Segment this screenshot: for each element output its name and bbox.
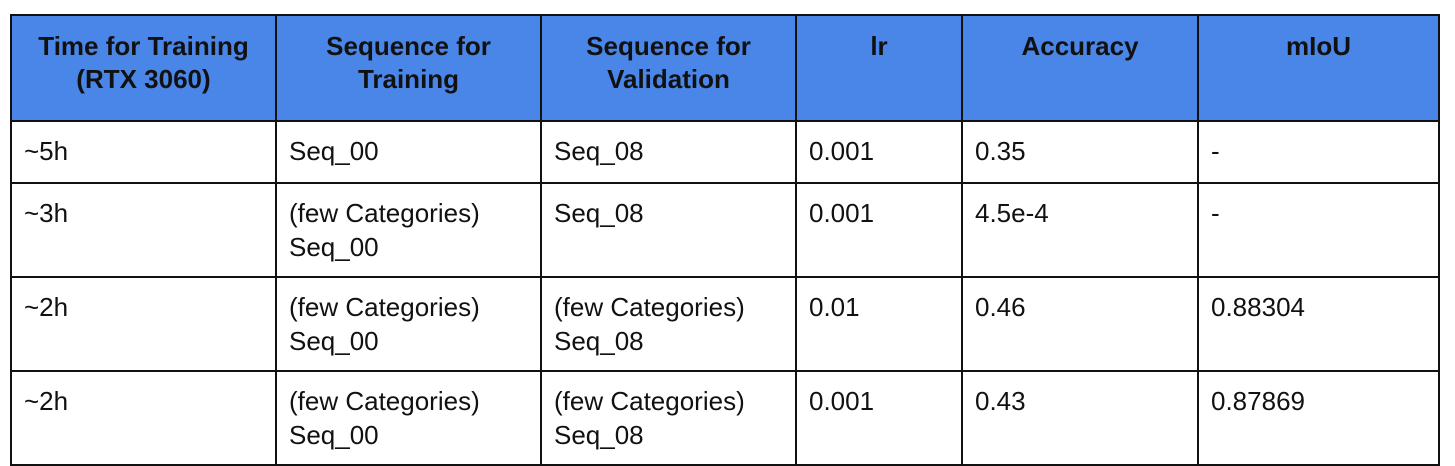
cell-text: ~3h: [24, 198, 69, 228]
cell-text: 0.35: [975, 136, 1026, 166]
cell-text: (few Categories): [289, 198, 480, 228]
header-text-line: (RTX 3060): [76, 64, 211, 94]
cell-accuracy: [962, 121, 1198, 183]
cell-text: Seq_00: [289, 136, 379, 166]
header-text-line: Time for Training: [38, 31, 249, 61]
table-row: [11, 371, 1439, 465]
cell-training-sequence: [276, 121, 541, 183]
cell-text: 0.001: [809, 386, 875, 416]
header-miou: [1198, 15, 1439, 121]
header-time-for-training: [11, 15, 276, 121]
cell-training-sequence: [276, 277, 541, 371]
cell-lr: [796, 121, 962, 183]
cell-text: (few Categories): [289, 292, 480, 322]
cell-miou: [1198, 183, 1439, 277]
cell-time: [11, 121, 276, 183]
cell-text: 0.001: [809, 136, 875, 166]
cell-text: ~2h: [24, 292, 69, 322]
cell-miou: [1198, 371, 1439, 465]
header-sequence-for-validation: [541, 15, 796, 121]
cell-validation-sequence: [541, 371, 796, 465]
header-text-line: mIoU: [1286, 31, 1351, 61]
cell-text: Seq_08: [554, 326, 644, 356]
cell-miou: [1198, 121, 1439, 183]
cell-accuracy: [962, 277, 1198, 371]
cell-time: [11, 277, 276, 371]
cell-validation-sequence: [541, 277, 796, 371]
cell-accuracy: [962, 371, 1198, 465]
cell-text: 0.87869: [1211, 386, 1305, 416]
cell-text: Seq_00: [289, 420, 379, 450]
cell-text: 4.5e-4: [975, 198, 1049, 228]
cell-time: [11, 183, 276, 277]
header-row: [11, 15, 1439, 121]
cell-text: 0.01: [809, 292, 860, 322]
cell-text: 0.46: [975, 292, 1026, 322]
cell-text: Seq_08: [554, 198, 644, 228]
table-row: [11, 121, 1439, 183]
cell-training-sequence: [276, 183, 541, 277]
cell-text: Seq_08: [554, 136, 644, 166]
cell-lr: [796, 371, 962, 465]
results-table-container: [10, 14, 1438, 466]
cell-text: 0.001: [809, 198, 875, 228]
cell-text: 0.88304: [1211, 292, 1305, 322]
header-accuracy: [962, 15, 1198, 121]
cell-text: (few Categories): [554, 386, 745, 416]
cell-text: ~2h: [24, 386, 69, 416]
table-row: [11, 183, 1439, 277]
training-results-table: [10, 14, 1440, 466]
cell-text: (few Categories): [554, 292, 745, 322]
cell-validation-sequence: [541, 121, 796, 183]
header-text-line: Validation: [607, 64, 730, 94]
cell-text: Seq_00: [289, 326, 379, 356]
cell-text: Seq_08: [554, 420, 644, 450]
cell-text: 0.43: [975, 386, 1026, 416]
header-text-line: Sequence for: [326, 31, 491, 61]
table-row: [11, 277, 1439, 371]
header-text-line: Sequence for: [586, 31, 751, 61]
header-text-line: lr: [870, 31, 888, 61]
cell-text: Seq_00: [289, 232, 379, 262]
cell-training-sequence: [276, 371, 541, 465]
cell-text: ~5h: [24, 136, 69, 166]
cell-text: -: [1211, 198, 1220, 228]
header-lr: [796, 15, 962, 121]
cell-accuracy: [962, 183, 1198, 277]
cell-text: -: [1211, 136, 1220, 166]
cell-miou: [1198, 277, 1439, 371]
header-sequence-for-training: [276, 15, 541, 121]
cell-lr: [796, 183, 962, 277]
cell-validation-sequence: [541, 183, 796, 277]
cell-lr: [796, 277, 962, 371]
header-text-line: Training: [357, 64, 460, 94]
header-text-line: Accuracy: [1021, 31, 1139, 61]
cell-time: [11, 371, 276, 465]
cell-text: (few Categories): [289, 386, 480, 416]
